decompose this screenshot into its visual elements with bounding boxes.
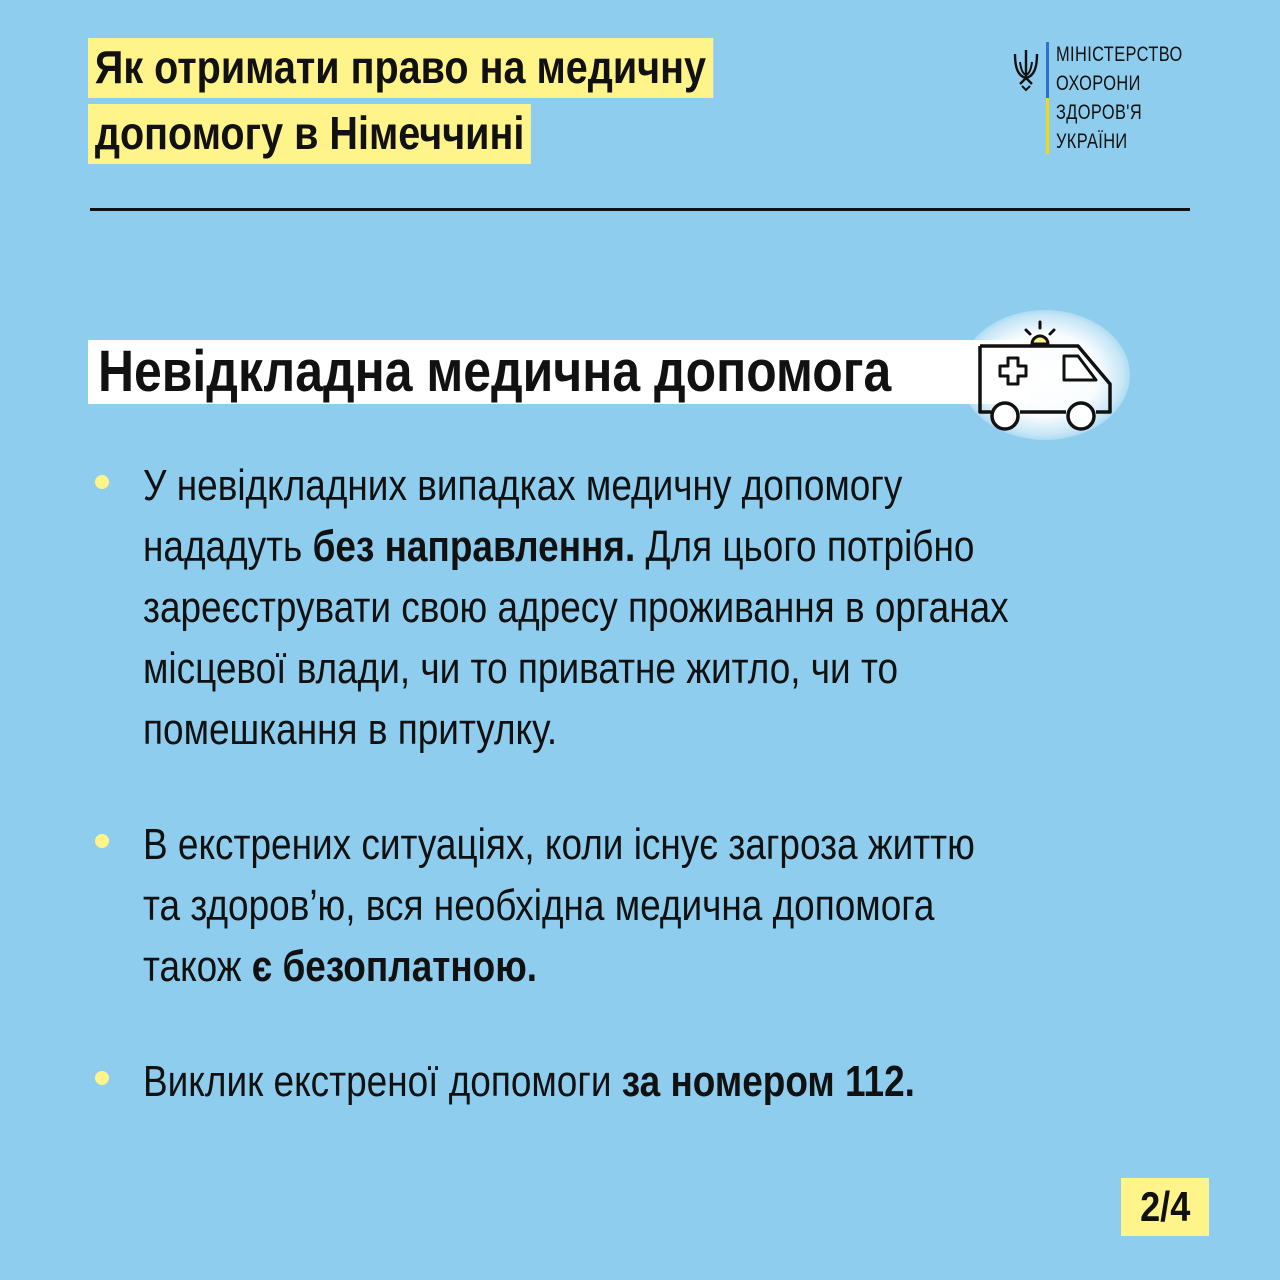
page-title (88, 38, 848, 170)
trident-icon (1012, 48, 1040, 92)
text-span: Для цього потрібно (635, 522, 975, 571)
bold-text: за номером 112. (621, 1057, 915, 1106)
bullet-text (143, 814, 1185, 997)
text-span: також (143, 942, 252, 991)
bullet-dot (95, 834, 109, 848)
list-item (95, 455, 1215, 760)
title-line-1: Як отримати право на медичну (88, 38, 713, 98)
section-heading (88, 340, 1030, 404)
page-indicator-text: 2/4 (1139, 1183, 1191, 1230)
bullet-line: та здоров’ю, вся необхідна медична допомога (143, 881, 935, 930)
page-indicator (1121, 1178, 1209, 1236)
ambulance-icon-container (950, 290, 1140, 450)
divider (90, 208, 1190, 211)
bullet-line: місцевої влади, чи то приватне житло, чи то (143, 644, 899, 693)
ministry-name-line-3: ЗДОРОВ'Я (1056, 101, 1143, 124)
ministry-name (1056, 40, 1183, 156)
bullet-text (143, 1051, 1185, 1112)
bullet-text (143, 455, 1185, 760)
ministry-logo (1010, 40, 1200, 160)
bullet-dot (95, 475, 109, 489)
bullet-list (95, 455, 1215, 1166)
text-span: Виклик екстреної допомоги (143, 1057, 622, 1106)
ambulance-icon (968, 308, 1118, 438)
title-line-2: допомогу в Німеччині (88, 104, 531, 164)
bullet-line (143, 936, 1185, 997)
list-item (95, 1051, 1215, 1112)
bullet-line: зареєструвати свою адресу проживання в органах (143, 583, 1009, 632)
logo-separator (1046, 42, 1049, 154)
bullet-dot (95, 1071, 109, 1085)
ministry-name-line-1: МІНІСТЕРСТВО (1056, 43, 1183, 66)
ministry-name-line-4: УКРАЇНИ (1056, 130, 1128, 153)
bullet-line (143, 516, 1185, 577)
bullet-line: В екстрених ситуаціях, коли існує загроза життю (143, 820, 975, 869)
section-heading-text: Невідкладна медична допомога (98, 339, 892, 404)
bold-text: без направлення. (312, 522, 636, 571)
text-span: нададуть (143, 522, 313, 571)
list-item (95, 814, 1215, 997)
bullet-line: У невідкладних випадках медичну допомогу (143, 461, 903, 510)
bullet-line (143, 1051, 1185, 1112)
bullet-line: помешкання в притулку. (143, 705, 558, 754)
bold-text: є безоплатною. (251, 942, 538, 991)
ministry-name-line-2: ОХОРОНИ (1056, 72, 1141, 95)
